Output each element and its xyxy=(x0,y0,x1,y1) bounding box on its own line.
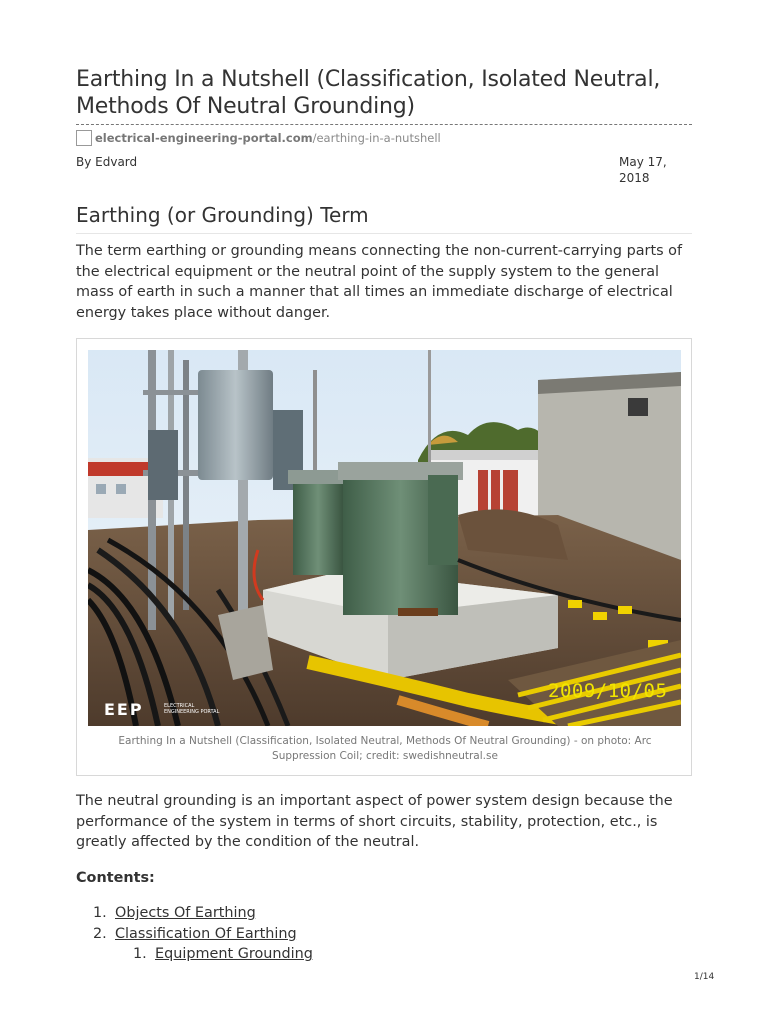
source-link[interactable] xyxy=(95,130,441,146)
toc-number: 1. xyxy=(133,946,147,962)
article-title: Earthing In a Nutshell (Classification, Isolated Neutral, Methods Of Neutral Grounding) xyxy=(76,67,661,119)
toc-number: 1. xyxy=(93,905,107,921)
section-heading: Earthing (or Grounding) Term xyxy=(76,202,692,234)
source-path: /earthing-in-a-nutshell xyxy=(312,131,441,145)
page-number: 1/14 xyxy=(694,972,715,982)
intro-paragraph: The term earthing or grounding means connecting the non-current-carrying parts of the electrical equipment or the neutral point of the supply system to the general mass of earth in such a manner that all times an immediate discharge of electrical energy takes place without danger. xyxy=(76,243,683,321)
toc-link-objects-of-earthing[interactable]: Objects Of Earthing xyxy=(115,905,256,921)
source-domain: electrical-engineering-portal.com xyxy=(95,131,313,145)
toc-subitem xyxy=(76,944,676,965)
article-author: By Edvard xyxy=(76,155,138,169)
toc-number: 2. xyxy=(93,925,107,942)
table-of-contents xyxy=(76,903,676,965)
toc-link-classification-of-earthing[interactable]: Classification Of Earthing xyxy=(115,925,297,942)
toc-item xyxy=(76,903,676,924)
article-figure xyxy=(76,338,692,776)
site-favicon-icon xyxy=(76,130,92,146)
eep-watermark-logo: EEP xyxy=(104,700,144,719)
neutral-grounding-paragraph: The neutral grounding is an important aspect of power system design because the performance of the system in terms of short circuits, stability, protection, etc., is greatly affected by the condition of the neutral. xyxy=(76,793,673,851)
source-bar xyxy=(76,124,692,148)
photo-timestamp: 2009/10/05 xyxy=(548,680,668,702)
toc-link-equipment-grounding[interactable]: Equipment Grounding xyxy=(155,946,313,962)
figure-caption: Earthing In a Nutshell (Classification, Isolated Neutral, Methods Of Neutral Grounding) - on photo: Arc Suppression Coil; credit: swedishneutral.se xyxy=(118,735,652,762)
toc-item xyxy=(76,924,676,945)
article-date: May 17, 2018 xyxy=(619,155,667,185)
contents-label: Contents: xyxy=(76,870,155,886)
eep-watermark-subtitle: ELECTRICAL ENGINEERING PORTAL xyxy=(164,703,220,715)
substation-photo xyxy=(88,350,681,726)
